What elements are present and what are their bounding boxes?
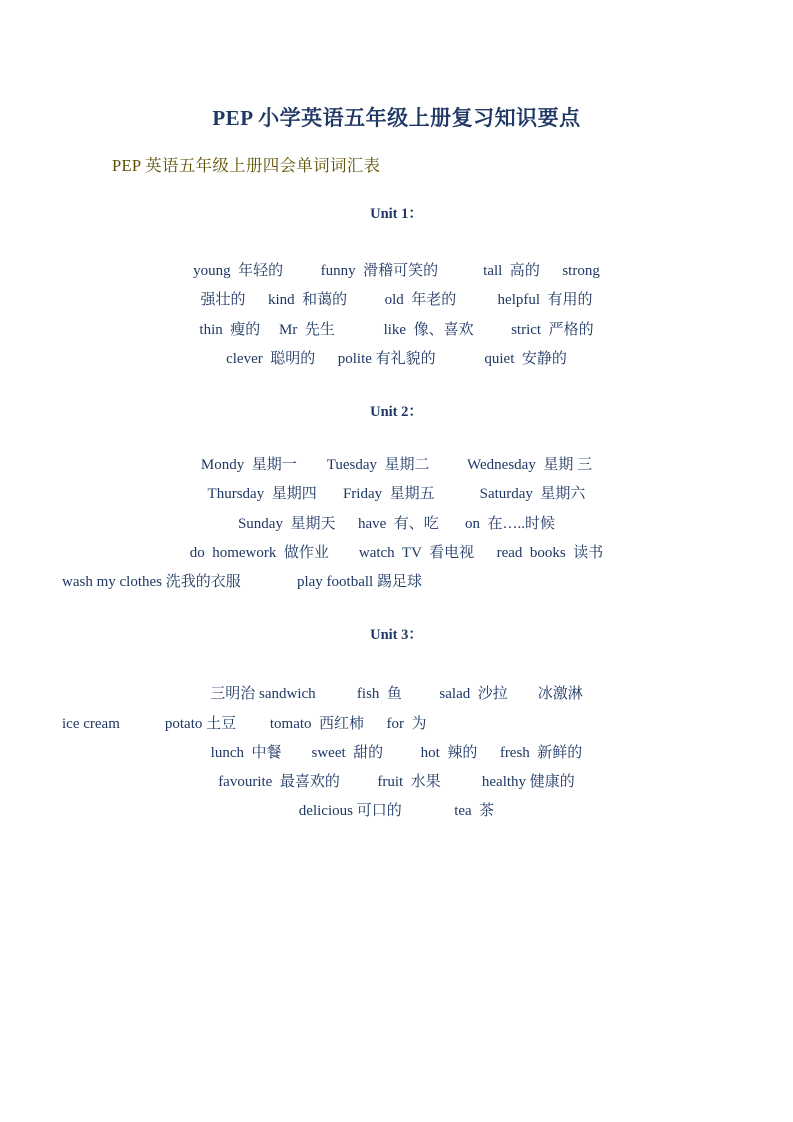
unit-heading-3: Unit 3： [370,627,423,644]
word-line: do homework 做作业 watch TV 看电视 read books 读书 [189,544,604,561]
word-list-unit-1 [62,257,731,374]
word-line: 三明治 sandwich fish 鱼 salad 沙拉 冰激淋 [210,686,583,703]
word-line: ice cream potato 土豆 tomato 西红柿 for 为 [62,715,427,732]
word-list-unit-3 [62,680,731,826]
word-line: Mondy 星期一 Tuesday 星期二 Wednesday 星期 三 [200,457,593,473]
document-subtitle: PEP 英语五年级上册四会单词词汇表 [112,156,381,175]
word-line: thin 瘦的 Mr 先生 like 像、喜欢 strict 严格的 [199,321,594,338]
word-line: 强壮的 kind 和蔼的 old 年老的 helpful 有用的 [200,292,593,309]
word-list-unit-2 [62,451,731,597]
word-line: Sunday 星期天 have 有、吃 on 在…..时候 [237,515,556,532]
word-line: young 年轻的 funny 滑稽可笑的 tall 高的 strong [193,263,600,279]
unit-heading-2: Unit 2： [370,404,423,420]
word-line: delicious 可口的 tea 茶 [298,803,495,820]
page-title: PEP 小学英语五年级上册复习知识要点 [212,106,581,130]
word-line: favourite 最喜欢的 fruit 水果 healthy 健康的 [218,774,575,790]
word-line: wash my clothes 洗我的衣服 play football 踢足球 [62,574,422,590]
unit-heading-1: Unit 1： [370,206,423,222]
word-line: clever 聪明的 polite 有礼貌的 quiet 安静的 [226,350,567,367]
word-line: lunch 中餐 sweet 甜的 hot 辣的 fresh 新鲜的 [210,744,583,761]
word-line: Thursday 星期四 Friday 星期五 Saturday 星期六 [207,486,586,503]
